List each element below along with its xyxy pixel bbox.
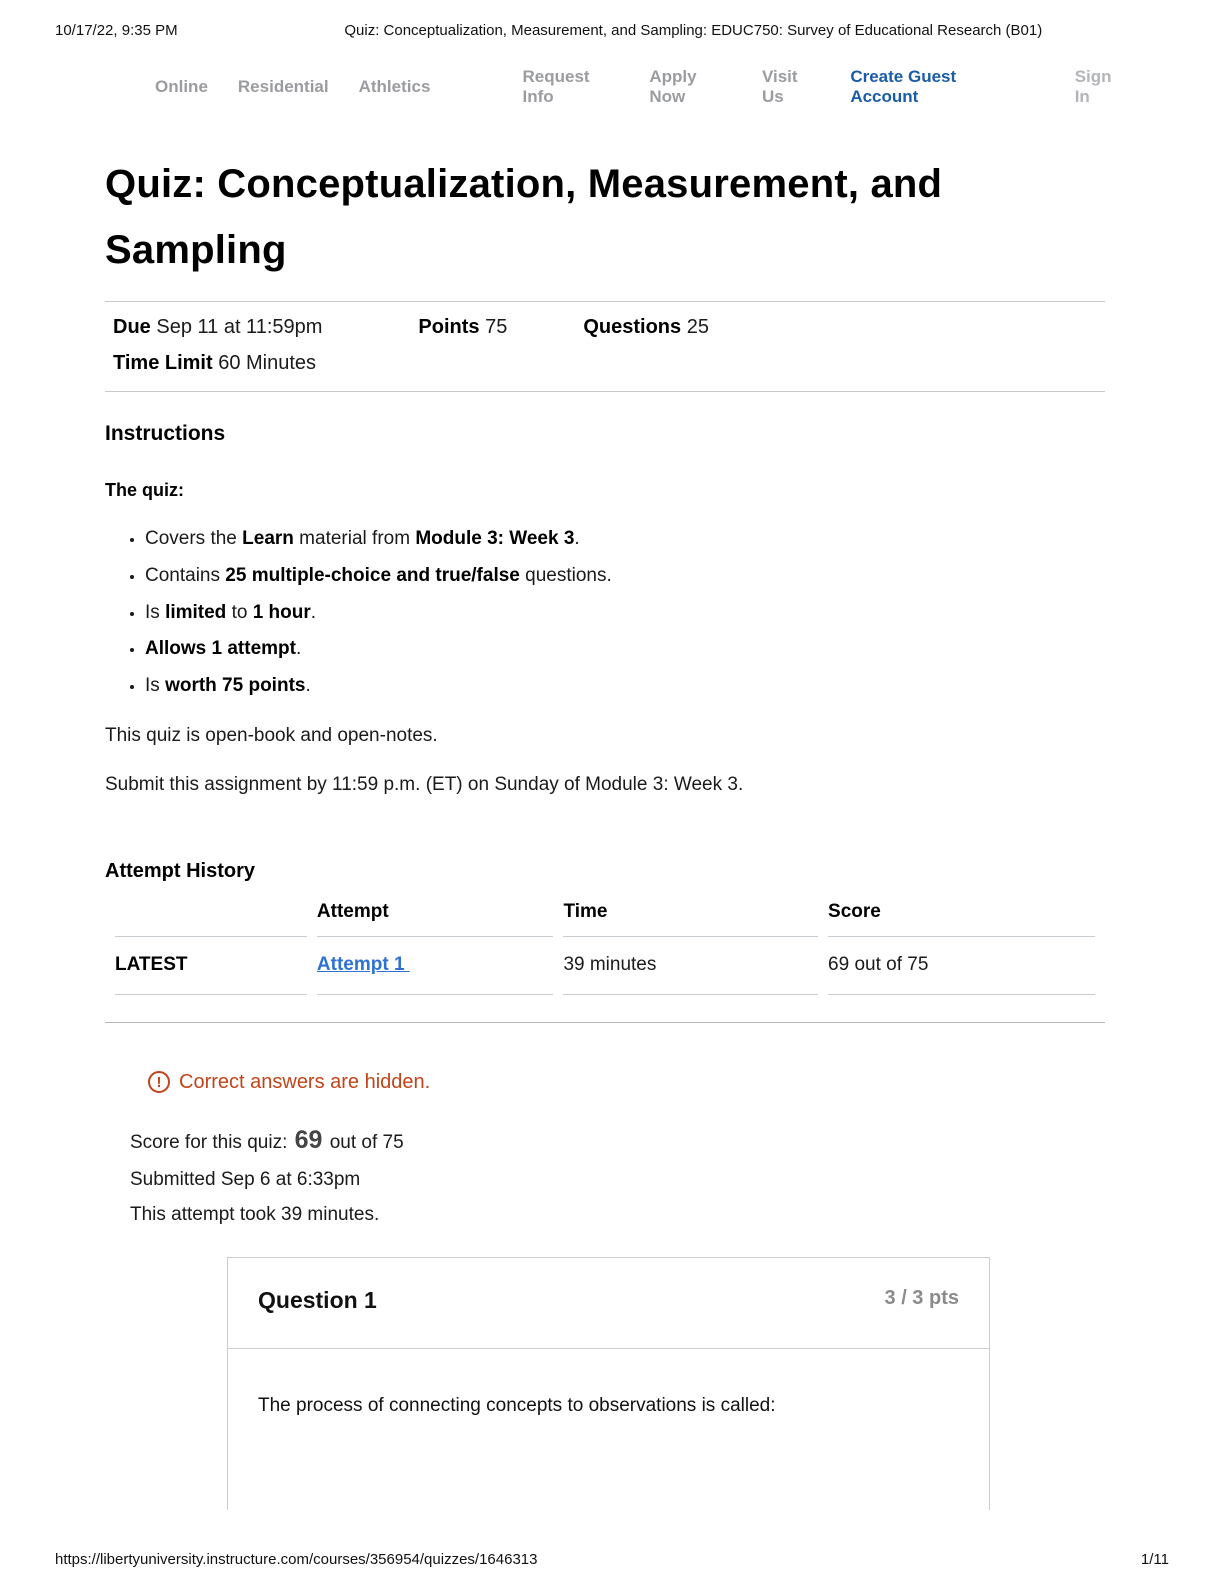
- print-footer-url: https://libertyuniversity.instructure.com/courses/356954/quizzes/1646313: [55, 1551, 538, 1568]
- nav-link-visit-us[interactable]: Visit Us: [761, 67, 798, 106]
- attempt-1-link[interactable]: Attempt 1: [316, 953, 410, 975]
- submit-note: Submit this assignment by 11:59 p.m. (ET) on Sunday of Module 3: Week 3.: [105, 773, 744, 795]
- nav-link-request-info[interactable]: Request Info: [522, 67, 590, 106]
- questions-value: 25: [686, 316, 709, 338]
- submitted-line: Submitted Sep 6 at 6:33pm: [130, 1168, 361, 1190]
- score-suffix: out of 75: [329, 1131, 404, 1153]
- time-limit-value: 60 Minutes: [218, 352, 317, 374]
- points-label: Points: [418, 316, 480, 338]
- attempt-time-cell: 39 minutes: [563, 937, 818, 995]
- nav-link-athletics[interactable]: Athletics: [358, 77, 431, 96]
- quiz-due: [113, 316, 322, 339]
- attempt-col-spacer: [115, 887, 307, 937]
- quiz-points: [418, 316, 507, 339]
- score-value: 69: [294, 1125, 323, 1154]
- attempt-history-table: [105, 887, 1105, 995]
- points-value: 75: [485, 316, 508, 338]
- nav-link-online[interactable]: Online: [155, 77, 208, 96]
- correct-answers-hidden-warning: [148, 1071, 1105, 1094]
- question-1-header: [228, 1258, 989, 1349]
- nav-create-guest-account-link[interactable]: Create Guest Account: [850, 67, 957, 106]
- question-1-text: The process of connecting concepts to observations is called:: [258, 1394, 776, 1416]
- attempt-col-header: Attempt: [317, 887, 554, 937]
- print-datetime: 10/17/22, 9:35 PM: [55, 22, 178, 39]
- print-footer: [55, 1551, 1169, 1568]
- quiz-meta: [105, 302, 1105, 391]
- instructions-heading: Instructions: [105, 422, 226, 445]
- open-book-note: This quiz is open-book and open-notes.: [105, 724, 438, 746]
- attempt-table-row: [115, 937, 1095, 995]
- questions-label: Questions: [583, 316, 682, 338]
- quiz-questions: [583, 316, 709, 339]
- warning-text: Correct answers are hidden.: [179, 1070, 431, 1093]
- score-prefix: Score for this quiz:: [130, 1131, 288, 1153]
- time-limit-label: Time Limit: [113, 352, 213, 374]
- question-1-card: [227, 1257, 990, 1510]
- attempt-duration-line: This attempt took 39 minutes.: [130, 1203, 380, 1225]
- divider: [105, 391, 1105, 392]
- attempt-history-heading: Attempt History: [105, 859, 256, 882]
- due-value: Sep 11 at 11:59pm: [156, 316, 323, 338]
- time-col-header: Time: [563, 887, 818, 937]
- quiz-page-content: [105, 151, 1105, 1510]
- quiz-bullet-item: • Contains 25 multiple-choice and true/false questions.: [145, 564, 1105, 588]
- question-1-title: Question 1: [258, 1286, 377, 1313]
- site-navbar: [0, 67, 1224, 107]
- latest-badge: LATEST: [115, 937, 307, 995]
- quiz-bullet-item: • Covers the Learn material from Module 3: Week 3.: [145, 527, 1105, 551]
- print-document-title: Quiz: Conceptualization, Measurement, and Sampling: EDUC750: Survey of Educational Research (B01): [344, 22, 1043, 39]
- quiz-intro: The quiz:: [105, 480, 184, 500]
- nav-sign-in-link[interactable]: Sign In: [1074, 67, 1112, 106]
- print-header: [0, 0, 1224, 39]
- quiz-time-limit: [113, 352, 316, 375]
- quiz-bullet-item: • Is limited to 1 hour.: [145, 601, 1105, 625]
- attempt-score-cell: 69 out of 75: [828, 937, 1095, 995]
- question-1-points-badge: 3 / 3 pts: [884, 1286, 959, 1309]
- nav-link-apply-now[interactable]: Apply Now: [649, 67, 697, 106]
- quiz-bullet-item: • Is worth 75 points.: [145, 674, 1105, 698]
- quiz-title: Quiz: Conceptualization, Measurement, and Sampling: [105, 162, 943, 272]
- exclamation-circle-icon: !: [148, 1071, 170, 1093]
- quiz-score-line: [130, 1126, 1105, 1155]
- attempt-table-header-row: [115, 887, 1095, 937]
- nav-link-residential[interactable]: Residential: [237, 77, 329, 96]
- due-label: Due: [113, 316, 151, 338]
- quiz-bullet-item: • Allows 1 attempt.: [145, 637, 1105, 661]
- print-footer-page-number: 1/11: [1140, 1551, 1169, 1568]
- divider: [105, 1022, 1105, 1023]
- score-summary: [130, 1126, 1105, 1226]
- quiz-bullet-list: [105, 527, 1105, 698]
- score-col-header: Score: [828, 887, 1095, 937]
